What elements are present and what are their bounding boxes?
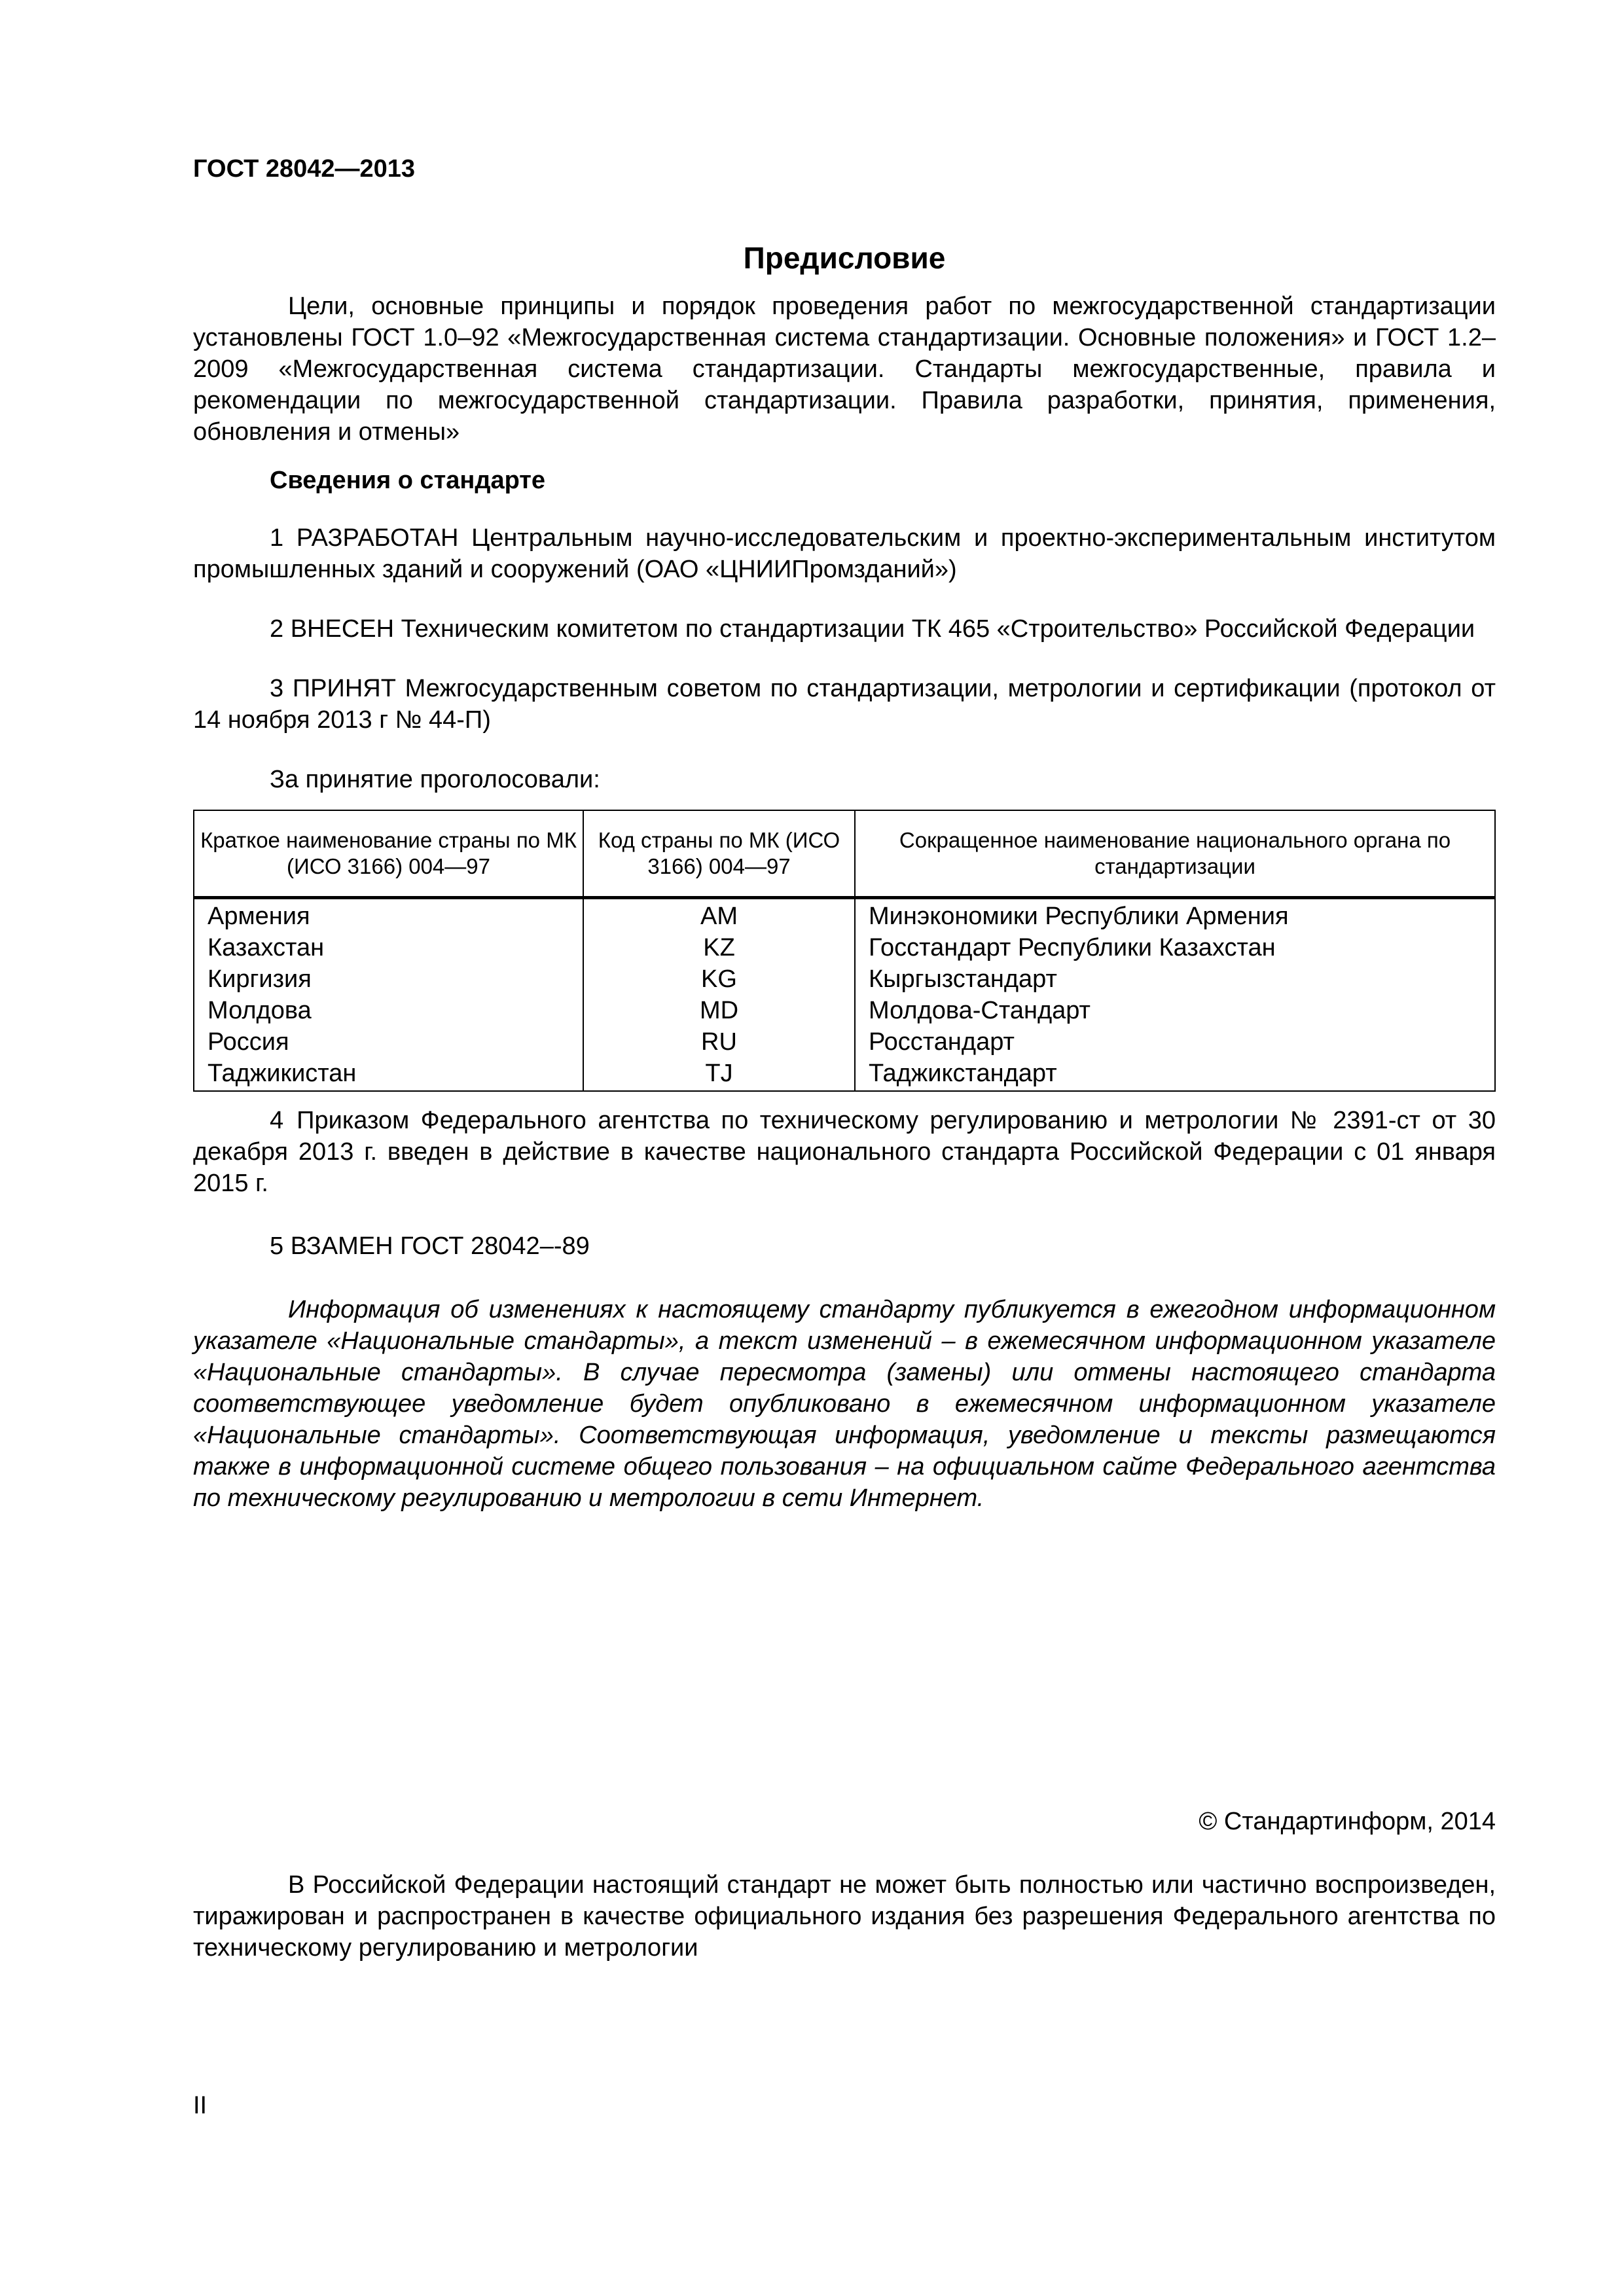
section-heading: Сведения о стандарте [270,467,546,494]
country-cell: Россия [194,1026,583,1058]
page-number: II [193,2092,208,2119]
table-row [194,1058,1495,1091]
code-cell: KG [583,963,855,995]
body-cell: Минэкономики Республики Армения [855,898,1495,933]
code-cell: KZ [583,932,855,963]
column-header-body: Сокращенное наименование национального органа по стандартизации [855,810,1495,898]
table-row [194,995,1495,1026]
body-cell: Госстандарт Республики Казахстан [855,932,1495,963]
item-introduced: 2 ВНЕСЕН Техническим комитетом по стандартизации ТК 465 «Строительство» Российской Федерации [270,615,1475,643]
code-cell: MD [583,995,855,1026]
item-developed: 1 РАЗРАБОТАН Центральным научно-исследовательским и проектно-экспериментальным институтом промышленных зданий и сооружений (ОАО «ЦНИИПромзданий») [193,524,1496,583]
vote-label: За принятие проголосовали: [270,766,600,793]
column-header-country: Краткое наименование страны по МК (ИСО 3166) 004—97 [194,810,583,898]
country-cell: Таджикистан [194,1058,583,1091]
item-enacted [193,1105,1496,1199]
country-cell: Молдова [194,995,583,1026]
body-cell: Таджикстандарт [855,1058,1495,1091]
item-enacted-text: Приказом Федерального агентства по техническому регулированию и метрологии № 2391-ст от 30 декабря 2013 г. введен в действие в качестве национального стандарта Российской Федерации с 01 января 2015 г. [193,1107,1496,1197]
country-cell: Казахстан [194,932,583,963]
voting-table [193,810,1496,1092]
item-replaces: 5 ВЗАМЕН ГОСТ 28042–-89 [270,1232,590,1260]
item-enacted-number: 4 [270,1107,284,1134]
item-adopted: 3 ПРИНЯТ Межгосударственным советом по стандартизации, метрологии и сертификации (протокол от 14 ноября 2013 г № 44-П) [193,675,1496,734]
code-cell: TJ [583,1058,855,1091]
country-cell: Киргизия [194,963,583,995]
code-cell: RU [583,1026,855,1058]
rights-notice: В Российской Федерации настоящий стандарт не может быть полностью или частично воспроизведен, тиражирован и распространен в качестве официального издания без разрешения Федерального агентства по техническому регулированию и метрологии [193,1871,1496,1962]
column-header-code: Код страны по МК (ИСО 3166) 004—97 [583,810,855,898]
changes-info-note: Информация об изменениях к настоящему стандарту публикуется в ежегодном информационном указателе «Национальные стандарты», а текст изменений – в ежемесячном информационном указателе «Национальные стандарты». В случае пересмотра (замены) или отмены настоящего стандарта соответствующее уведомление будет опубликовано в ежемесячном информационном указателе «Национальные стандарты». Соответствующая информация, уведомление и тексты размещаются также в информационной системе общего пользования – на официальном сайте Федерального агентства по техническому регулированию и метрологии в сети Интернет. [193,1296,1496,1512]
table-row [194,898,1495,933]
document-page [193,154,1496,1964]
table-row [194,1026,1495,1058]
document-code: ГОСТ 28042—2013 [193,155,416,183]
page-title: Предисловие [743,241,946,275]
country-cell: Армения [194,898,583,933]
table-header-row [194,810,1495,898]
body-cell: Кыргызстандарт [855,963,1495,995]
intro-paragraph: Цели, основные принципы и порядок проведения работ по межгосударственной стандартизации установлены ГОСТ 1.0–92 «Межгосударственная система стандартизации. Основные положения» и ГОСТ 1.2–2009 «Межгосударственная система стандартизации. Стандарты межгосударственные, правила и рекомендации по межгосударственной стандартизации. Правила разработки, принятия, применения, обновления и отмены» [193,293,1496,446]
code-cell: AM [583,898,855,933]
copyright: © Стандартинформ, 2014 [1199,1808,1496,1835]
body-cell: Молдова-Стандарт [855,995,1495,1026]
table-row [194,963,1495,995]
body-cell: Росстандарт [855,1026,1495,1058]
table-row [194,932,1495,963]
